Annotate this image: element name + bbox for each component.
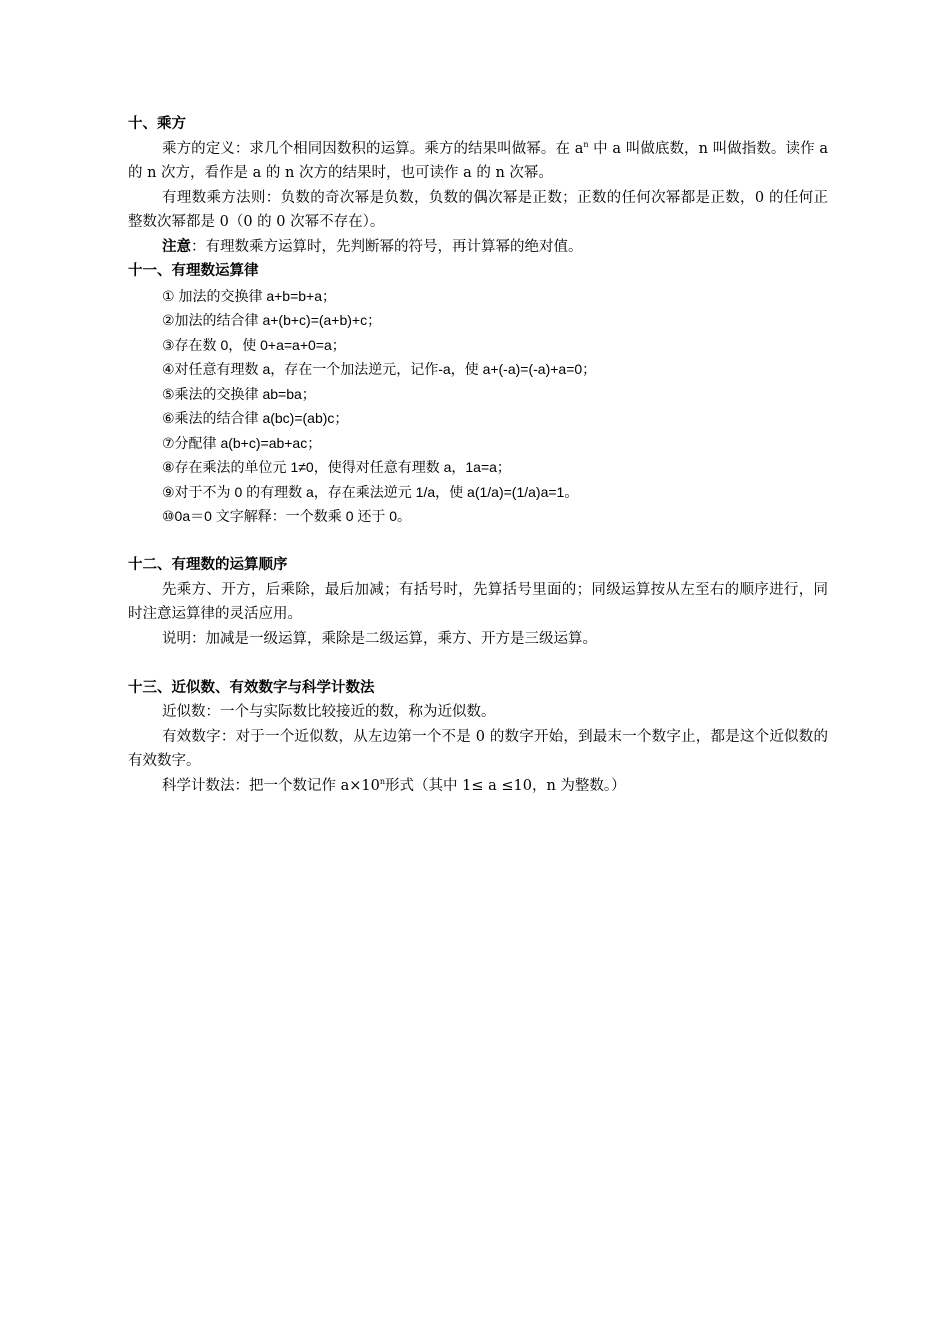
law-item: ②加法的结合律 a+(b+c)=(a+b)+c； [162,312,382,328]
note-label: 注意 [162,238,191,255]
scientific-exponent-n: n [379,776,386,786]
scientific-notation [128,774,828,799]
power-definition [128,137,828,186]
power-definition-part2: 中 a 叫做底数，n 叫做指数。读作 a 的 n 次方，看作是 a 的 n 次方的结果时，也可读作 a 的 n 次幂。 [128,140,828,181]
spacer [128,651,828,676]
scientific-notation-part2: 形式（其中 1≤ a ≤10，n 为整数。） [385,777,626,794]
spacer [128,529,828,554]
section-13-heading: 十三、近似数、有效数字与科学计数法 [128,679,375,696]
section-10-heading: 十、乘方 [128,116,186,132]
power-definition-part1: 乘方的定义：求几个相同因数积的运算。乘方的结果叫做幂。在 a [162,140,584,157]
operation-order: 先乘方、开方，后乘除，最后加减；有括号时，先算括号里面的；同级运算按从左至右的顺序进行，同时注意运算律的灵活应用。 [128,581,828,622]
document-content [128,112,828,798]
law-item: ⑤乘法的交换律 ab=ba； [162,385,316,402]
operation-levels: 说明：加减是一级运算，乘除是二级运算，乘方、开方是三级运算。 [162,630,597,647]
significant-figures: 有效数字：对于一个近似数，从左边第一个不是 0 的数字开始，到最末一个数字止，都是这个近似数的有效数字。 [128,728,828,769]
law-item: ④对任意有理数 a，存在一个加法逆元，记作-a，使 a+(-a)=(-a)+a=0； [162,361,597,377]
law-item: ③存在数 0，使 0+a=a+0=a； [162,336,346,353]
section-12-heading: 十二、有理数的运算顺序 [128,557,288,573]
law-item: ⑧存在乘法的单位元 1≠0，使得对任意有理数 a，1a=a； [162,459,511,475]
law-item: ⑥乘法的结合律 a(bc)=(ab)c； [162,410,349,426]
power-note [128,235,828,260]
law-item: ⑨对于不为 0 的有理数 a，存在乘法逆元 1/a，使 a(1/a)=(1/a)a=1。 [162,483,579,500]
law-item: ① 加法的交换律 a+b=b+a； [162,287,337,304]
scientific-notation-part1: 科学计数法：把一个数记作 a×10 [162,777,380,794]
power-exponent-n: n [583,139,589,149]
law-item: ⑩0a＝0 文字解释：一个数乘 0 还于 0。 [162,508,412,524]
section-11-heading: 十一、有理数运算律 [128,263,259,279]
law-item: ⑦分配律 a(b+c)=ab+ac； [162,434,322,451]
approximate-number: 近似数：一个与实际数比较接近的数，称为近似数。 [162,704,496,720]
note-text: ：有理数乘方运算时，先判断幂的符号，再计算幂的绝对值。 [191,238,583,255]
power-rule: 有理数乘方法则：负数的奇次幂是负数，负数的偶次幂是正数；正数的任何次幂都是正数，0 的任何正整数次幂都是 0（0 的 0 次幂不存在）。 [128,189,828,230]
